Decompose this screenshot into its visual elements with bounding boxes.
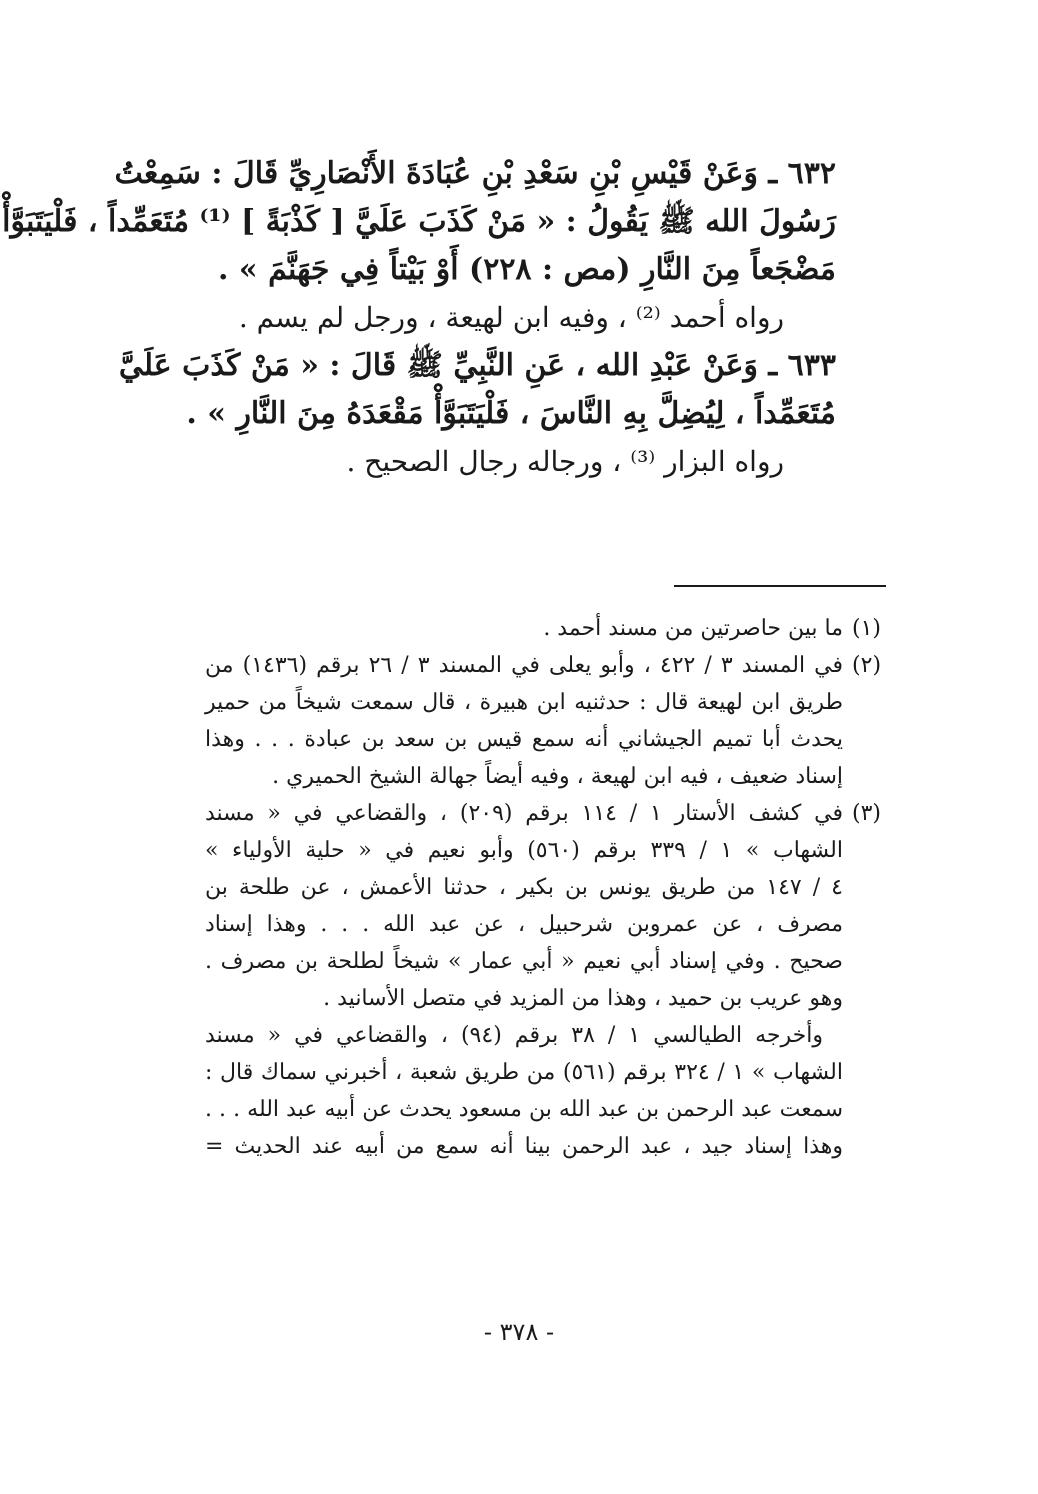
footnote-3-text-1: في كشف الأستار ١ / ١١٤ برقم (٢٠٩) ، والقضاعي في « مسند: [205, 801, 844, 826]
footnote-3-line-2: الشهاب » ١ / ٣٣٩ برقم (٥٦٠) وأبو نعيم في « حلية الأولياء »: [205, 838, 843, 863]
footnote-3-line-5: صحيح . وفي إسناد أبي نعيم « أبي عمار » شيخاً لطلحة بن مصرف .: [205, 949, 843, 974]
footnote-1: [205, 610, 881, 647]
footnote-2-number: (٢): [852, 653, 882, 678]
hadith-text: [2, 150, 836, 486]
footnote-3-para2-line-1: وأخرجه الطيالسي ١ / ٣٨ برقم (٩٤) ، والقضاعي في « مسند: [205, 1023, 823, 1048]
footnote-2-line-2: طريق ابن لهيعة قال : حدثنيه ابن هبيرة ، قال سمعت شيخاً من حمير: [205, 690, 843, 715]
hadith-633-line-2: مُتَعَمِّداً ، لِيُضِلَّ بِهِ النَّاسَ ، فَلْيَتَبَوَّأْ مَقْعَدَهُ مِنَ النَّارِ » .: [186, 396, 836, 431]
footnotes: [205, 610, 881, 1165]
footnote-2-line-4: إسناد ضعيف ، فيه ابن لهيعة ، وفيه أيضاً جهالة الشيخ الحميري .: [272, 764, 843, 789]
hadith-632-line-1: ٦٣٢ ـ وَعَنْ قَيْسِ بْنِ سَعْدِ بْنِ عُبَادَةَ الأَنْصَارِيِّ قَالَ : سَمِعْتُ: [114, 156, 836, 191]
footnote-separator: [674, 585, 886, 587]
hadith-632-narration-note: رواه أحمد ⁽²⁾ ، وفيه ابن لهيعة ، ورجل لم يسم .: [238, 301, 784, 334]
footnote-3-line-6: وهو عريب بن حميد ، وهذا من المزيد في متصل الأسانيد .: [323, 986, 843, 1011]
hadith-632-line-3: مَضْجَعاً مِنَ النَّارِ (مص : ٢٢٨) أَوْ بَيْتاً فِي جَهَنَّمَ » .: [217, 252, 836, 287]
footnote-3-line-1: [205, 795, 881, 832]
hadith-632-line-2: رَسُولَ الله ﷺ يَقُولُ : « مَنْ كَذَبَ عَلَيَّ [ كَذْبَةً ] ⁽¹⁾ مُتَعَمِّداً ، فَلْيَتَبَوَّأْ: [2, 204, 836, 239]
footnote-3-line-3: ٤ / ١٤٧ من طريق يونس بن بكير ، حدثنا الأعمش ، عن طلحة بن: [205, 875, 843, 900]
footnote-3-para2-line-4: وهذا إسناد جيد ، عبد الرحمن بينا أنه سمع من أبيه عند الحديث =: [205, 1134, 843, 1159]
page-number: - ٣٧٨ -: [483, 1318, 555, 1346]
hadith-633-line-1: ٦٣٣ ـ وَعَنْ عَبْدِ الله ، عَنِ النَّبِيِّ ﷺ قَالَ : « مَنْ كَذَبَ عَلَيَّ: [118, 348, 836, 383]
footnote-3-para2-line-3: سمعت عبد الرحمن بن عبد الله بن مسعود يحدث عن أبيه عبد الله . . .: [205, 1097, 843, 1122]
footnote-1-text: ما بين حاصرتين من مسند أحمد .: [543, 616, 843, 641]
footnote-3-para2-line-2: الشهاب » ١ / ٣٢٤ برقم (٥٦١) من طريق شعبة ، أخبرني سماك قال :: [205, 1060, 843, 1085]
footnote-3-number: (٣): [852, 801, 882, 826]
footnote-1-number: (١): [851, 616, 881, 641]
footnote-2-line-3: يحدث أبا تميم الجيشاني أنه سمع قيس بن سعد بن عبادة . . . وهذا: [205, 727, 843, 752]
hadith-633-narration-note: رواه البزار ⁽³⁾ ، ورجاله رجال الصحيح .: [346, 445, 784, 478]
footnote-2-line-1: [205, 647, 881, 684]
footnote-2-text-1: في المسند ٣ / ٤٢٢ ، وأبو يعلى في المسند ٣ / ٢٦ برقم (١٤٣٦) من: [205, 653, 844, 678]
footnote-3-line-4: مصرف ، عن عمروبن شرحبيل ، عن عبد الله . . . وهذا إسناد: [205, 912, 843, 937]
